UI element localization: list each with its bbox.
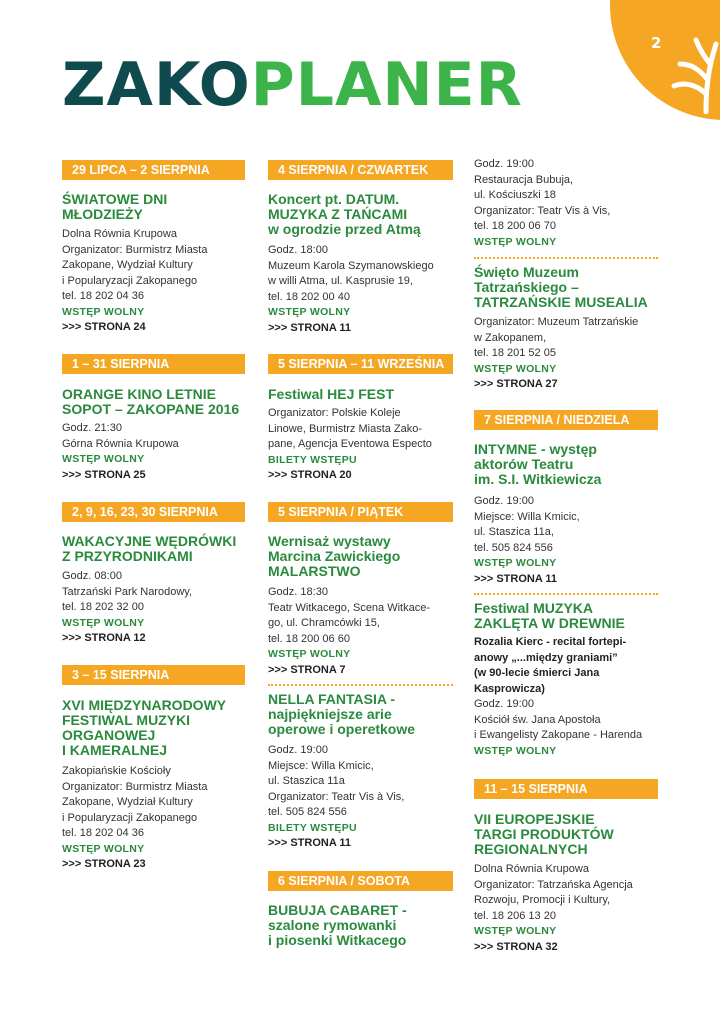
event-title-line: I KAMERALNEJ [62,742,168,758]
entry-label: WSTĘP WOLNY [268,648,351,660]
event-title-line: NELLA FANTASIA - [268,691,396,707]
detail-line: go, ul. Chramcówki 15, [268,617,380,629]
logo-part-planer: PLANER [250,50,523,120]
event-title-line: XVI MIĘDZYNARODOWY [62,697,227,713]
entry-label: BILETY WSTĘPU [268,821,357,834]
detail-line: Restauracja Bubuja, [474,173,574,186]
event-details [474,315,638,393]
event-title-line: Koncert pt. DATUM. [268,191,400,207]
entry-label: WSTĘP WOLNY [62,453,145,465]
page-reference: >>> STRONA 11 [268,321,352,334]
logo-part-zako: ZAKO [62,50,251,120]
event-title-line: Festiwal HEJ FEST [268,386,395,402]
event-title-line: BUBUJA CABARET - [268,902,407,918]
event-details [474,494,580,587]
detail-line: Kościół św. Jana Apostoła [474,713,601,726]
entry-label: WSTĘP WOLNY [62,305,145,318]
event-title-line: ZAKLĘTA W DREWNIE [474,615,625,631]
detail-line: Zakopiańskie Kościoły [62,765,171,777]
detail-line: Godz. 21:30 [62,422,122,434]
event-title-line: Wernisaż wystawy [268,533,391,549]
event-title [62,534,236,564]
detail-line: Zakopane, Wydział Kultury [62,796,193,808]
detail-line: Dolna Równia Krupowa [62,228,177,240]
event-title [268,903,407,948]
date-band: 3 – 15 SIERPNIA [62,665,245,685]
event-title-line: FESTIWAL MUZYKI [62,712,191,728]
event-title-line: TATRZAŃSKIE MUSEALIA [474,294,648,310]
event-title-line: MALARSTWO [268,563,361,579]
detail-line: i Popularyzacji Zakopanego [62,811,198,824]
detail-line: Linowe, Burmistrz Miasta Zako- [268,422,423,435]
separator [474,593,658,595]
event-title-line: VII EUROPEJSKIE [474,811,595,827]
detail-line: w Zakopanem, [474,331,547,344]
event-details [62,227,207,336]
detail-line: tel. 18 202 32 00 [62,601,144,613]
detail-line: tel. 505 824 556 [268,806,347,818]
event-title-line: Święto Muzeum [474,264,580,280]
event-title [62,698,226,758]
page-reference: >>> STRONA 27 [474,378,558,390]
detail-line: anowy „...między graniami” [474,651,618,664]
detail-line: Organizator: Burmistrz Miasta [62,243,208,256]
date-band: 7 SIERPNIA / NIEDZIELA [474,410,658,430]
event-details [62,421,179,483]
detail-line: i Popularyzacji Zakopanego [62,274,198,287]
date-band: 5 SIERPNIA / PIĄTEK [268,502,453,522]
event-title-line: Z PRZYRODNIKAMI [62,548,193,564]
detail-line: tel. 18 206 13 20 [474,909,556,922]
entry-label: WSTĘP WOLNY [474,557,557,569]
detail-line: Godz. 19:00 [474,495,534,507]
detail-line: pane, Agencja Eventowa Especto [268,438,432,450]
detail-line: Organizator: Tatrzańska Agencja [474,878,633,891]
page-reference: >>> STRONA 11 [474,572,558,585]
page-reference: >>> STRONA 32 [474,940,558,953]
event-details [474,157,610,250]
detail-line: Kasprowicza) [474,682,545,695]
detail-line: Dolna Równia Krupowa [474,863,589,875]
separator [474,257,658,259]
event-title-line: Marcina Zawickiego [268,548,401,564]
detail-line: tel. 18 202 00 40 [268,290,350,303]
detail-line: tel. 18 200 06 70 [474,220,556,232]
detail-line: tel. 505 824 556 [474,541,553,554]
event-title-line: im. S.I. Witkiewicza [474,471,602,487]
detail-line: Zakopane, Wydział Kultury [62,259,193,271]
entry-label: WSTĘP WOLNY [474,362,557,375]
event-title-line: MUZYKA Z TAŃCAMI [268,206,408,222]
event-details [62,569,192,647]
detail-line: i Ewangelisty Zakopane - Harenda [474,729,643,741]
logo [62,50,523,120]
page-reference: >>> STRONA 7 [268,663,346,676]
event-title-line: aktorów Teatru [474,456,574,472]
detail-line: ul. Kościuszki 18 [474,189,556,201]
date-band: 4 SIERPNIA / CZWARTEK [268,160,453,180]
event-title-line: i piosenki Witkacego [268,932,407,948]
detail-line: Miejsce: Willa Kmicic, [268,759,374,772]
event-title-line: SOPOT – ZAKOPANE 2016 [62,401,240,417]
date-band: 2, 9, 16, 23, 30 SIERPNIA [62,502,245,522]
date-band: 5 SIERPNIA – 11 WRZEŚNIA [268,354,453,374]
event-title-line: MŁODZIEŻY [62,206,143,222]
detail-line: Godz. 18:30 [268,586,328,598]
event-title-line: WAKACYJNE WĘDRÓWKI [62,533,237,549]
date-band: 6 SIERPNIA / SOBOTA [268,871,453,891]
detail-line: Muzeum Karola Szymanowskiego [268,259,434,272]
detail-line: Organizator: Polskie Koleje [268,407,401,419]
detail-line: Godz. 19:00 [474,158,534,170]
entry-label: BILETY WSTĘPU [268,453,357,466]
detail-line: Organizator: Muzeum Tatrzańskie [474,316,639,328]
event-title [268,534,400,579]
detail-line: Organizator: Burmistrz Miasta [62,780,208,793]
event-title [62,192,167,222]
event-title-line: ORANGE KINO LETNIE [62,386,217,402]
event-details [474,635,642,759]
detail-line: tel. 18 200 06 60 [268,632,350,645]
detail-line: Godz. 08:00 [62,570,122,582]
date-band: 11 – 15 SIERPNIA [474,779,658,799]
page-number: 2 [651,34,662,52]
detail-line: Rozalia Kierc - recital fortepi- [474,636,627,648]
detail-line: tel. 18 202 04 36 [62,827,144,839]
separator [268,684,453,686]
entry-label: WSTĘP WOLNY [474,235,557,248]
event-title-line: w ogrodzie przed Atmą [268,221,421,237]
detail-line: ul. Staszica 11a [268,775,345,787]
leaf-icon [666,34,720,114]
page-reference: >>> STRONA 11 [268,837,352,849]
entry-label: WSTĘP WOLNY [474,744,557,757]
event-title [474,601,625,631]
event-title-line: REGIONALNYCH [474,841,588,857]
event-title-line: najpiękniejsze arie [268,706,392,722]
date-band: 29 LIPCA – 2 SIERPNIA [62,160,245,180]
detail-line: Godz. 19:00 [474,698,534,710]
event-title-line: szalone rymowanki [268,917,397,933]
event-details [268,406,432,484]
detail-line: Górna Równia Krupowa [62,437,179,450]
page-reference: >>> STRONA 25 [62,468,146,481]
event-details [474,862,633,955]
event-title-line: INTYMNE - występ [474,441,597,457]
entry-label: WSTĘP WOLNY [268,306,351,318]
event-title [268,387,394,402]
detail-line: tel. 18 201 52 05 [474,347,556,359]
event-title [268,192,421,237]
detail-line: (w 90-lecie śmierci Jana [474,667,600,679]
detail-line: ul. Staszica 11a, [474,526,554,538]
event-details [268,743,404,852]
detail-line: Miejsce: Willa Kmicic, [474,510,580,523]
event-title [62,387,239,417]
page-reference: >>> STRONA 23 [62,858,146,870]
page-reference: >>> STRONA 12 [62,632,146,644]
entry-label: WSTĘP WOLNY [62,616,145,629]
entry-label: WSTĘP WOLNY [62,842,145,855]
detail-line: tel. 18 202 04 36 [62,290,144,302]
event-details [268,585,430,678]
event-title-line: Tatrzańskiego – [474,279,579,295]
event-title-line: Festiwal MUZYKA [474,600,594,616]
detail-line: Teatr Witkacego, Scena Witkace- [268,601,431,614]
event-title [268,692,415,737]
entry-label: WSTĘP WOLNY [474,925,557,937]
event-title-line: TARGI PRODUKTÓW [474,826,614,842]
page-reference: >>> STRONA 24 [62,321,146,333]
detail-line: Godz. 19:00 [268,744,328,756]
detail-line: Godz. 18:00 [268,244,328,256]
event-title [474,265,648,310]
date-band: 1 – 31 SIERPNIA [62,354,245,374]
event-details [62,764,207,873]
detail-line: Tatrzański Park Narodowy, [62,585,193,598]
event-title-line: ORGANOWEJ [62,727,156,743]
detail-line: Organizator: Teatr Vis à Vis, [268,790,405,803]
event-title [474,812,614,857]
detail-line: Organizator: Teatr Vis à Vis, [474,204,611,217]
event-title [474,442,601,487]
event-title-line: operowe i operetkowe [268,721,416,737]
detail-line: w willi Atma, ul. Kasprusie 19, [268,275,413,287]
detail-line: Rozwoju, Promocji i Kultury, [474,894,611,906]
event-title-line: ŚWIATOWE DNI [62,191,168,207]
page-reference: >>> STRONA 20 [268,469,352,481]
event-details [268,243,434,336]
